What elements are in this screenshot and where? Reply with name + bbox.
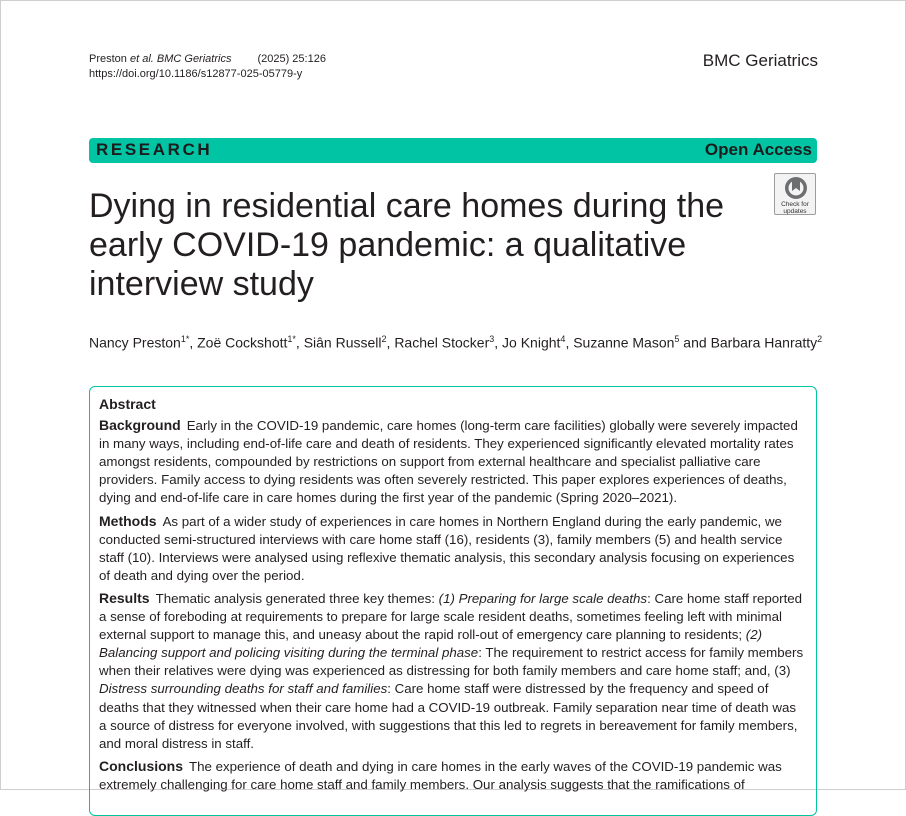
- article-type: RESEARCH: [96, 140, 213, 159]
- author-name[interactable]: Suzanne Mason: [573, 334, 675, 351]
- author-list: [89, 334, 829, 351]
- doi-link[interactable]: https://doi.org/10.1186/s12877-025-05779-y: [89, 68, 303, 80]
- abstract-heading: Abstract: [99, 396, 156, 412]
- author-affiliation[interactable]: 1*: [287, 334, 296, 344]
- article-type-banner: [89, 138, 817, 163]
- results-text-4: : Care home staff were distressed by the frequency and speed of deaths that they witnessed when their care home had a COVID-19 outbreak. Family separation near time of death was a source of distress for everyone involved, with suggestions that this led to regrets in bereavement for family members, and moral distress in staff.: [99, 681, 798, 751]
- results-text-3: : The requirement to restrict access for family members when their relatives were dying was experienced as distressing for both family members and care home staff; and, (3): [99, 645, 804, 679]
- results-label: Results: [99, 589, 150, 606]
- author-separator: ,: [295, 334, 304, 351]
- abstract-conclusions: [99, 757, 805, 794]
- results-text-2: : Care home staff reported a sense of foreboding at requirements to prepare for large scale resident deaths, sometimes feeling left with minimal external support to manage this, and uneasy about the rapid roll-out of emergency care planning to residents;: [99, 590, 803, 643]
- abstract-background: [99, 416, 805, 507]
- article-title: Dying in residential care homes during the early COVID-19 pandemic: a qualitative interview study: [89, 187, 725, 303]
- open-access-label[interactable]: Open Access: [704, 140, 812, 159]
- author-affiliation[interactable]: 1*: [180, 334, 190, 344]
- check-for-updates-badge[interactable]: [774, 173, 816, 215]
- citation-author: Preston: [89, 53, 127, 65]
- author-affiliation[interactable]: 2: [817, 334, 823, 344]
- author-name[interactable]: Rachel Stocker: [394, 334, 490, 351]
- abstract-results: [99, 589, 805, 753]
- author-affiliation[interactable]: 4: [560, 334, 566, 344]
- author-affiliation[interactable]: 2: [381, 334, 387, 344]
- volume-info: (2025) 25:126: [257, 53, 326, 65]
- background-text: Early in the COVID-19 pandemic, care homes (long-term care facilities) globally were severely impacted in many ways, including end-of-life care and death of residents. They experienced significantly elevated mortality rates amongst residents, compounded by restrictions on support from external healthcare and specialist palliative care providers. Family access to dying residents was often severely restricted. This paper explores experiences of deaths, dying and end-of-life care in care homes during the first year of the pandemic (Spring 2020–2021).: [99, 418, 798, 506]
- author-separator: ,: [565, 334, 574, 351]
- abstract-methods: [99, 512, 805, 585]
- author-separator: ,: [494, 334, 503, 351]
- conclusions-text: The experience of death and dying in care homes in the early waves of the COVID-19 pandemic was extremely challenging for care home staff and family members. Our analysis suggests that the ramifications of: [99, 758, 782, 792]
- methods-label: Methods: [99, 512, 157, 529]
- background-label: Background: [99, 417, 181, 434]
- methods-text: As part of a wider study of experiences in care homes in Northern England during the early pandemic, we conducted semi-structured interviews with care home staff (16), residents (3), family members (5) and health service staff (10). Interviews were analysed using reflexive thematic analysis, this secondary analysis focusing on experiences of death and dying over the period.: [99, 513, 795, 583]
- results-theme-2: (2) Balancing support and policing visiting during the terminal phase: [99, 627, 763, 661]
- author-name[interactable]: Barbara Hanratty: [710, 334, 818, 351]
- author-separator: ,: [386, 334, 395, 351]
- author-name[interactable]: Nancy Preston: [89, 334, 181, 351]
- results-theme-3: Distress surrounding deaths for staff and families: [99, 681, 388, 697]
- results-text-1: Thematic analysis generated three key themes:: [155, 590, 439, 606]
- conclusions-label: Conclusions: [99, 757, 184, 774]
- abstract-box: [89, 386, 817, 816]
- citation-line: [89, 52, 326, 67]
- author-name[interactable]: Zoë Cockshott: [197, 334, 288, 351]
- badge-label: Check for updates: [781, 201, 809, 215]
- author-affiliation[interactable]: 5: [674, 334, 680, 344]
- crossmark-icon: [784, 176, 808, 200]
- results-theme-1: (1) Preparing for large scale deaths: [438, 590, 648, 606]
- author-name[interactable]: Jo Knight: [502, 334, 561, 351]
- author-separator: ,: [189, 334, 198, 351]
- citation-journal: et al. BMC Geriatrics: [129, 53, 232, 65]
- author-affiliation[interactable]: 3: [489, 334, 495, 344]
- author-name[interactable]: Siân Russell: [303, 334, 382, 351]
- citation-block: [89, 52, 326, 82]
- author-separator: and: [679, 334, 711, 351]
- journal-name: BMC Geriatrics: [702, 51, 818, 70]
